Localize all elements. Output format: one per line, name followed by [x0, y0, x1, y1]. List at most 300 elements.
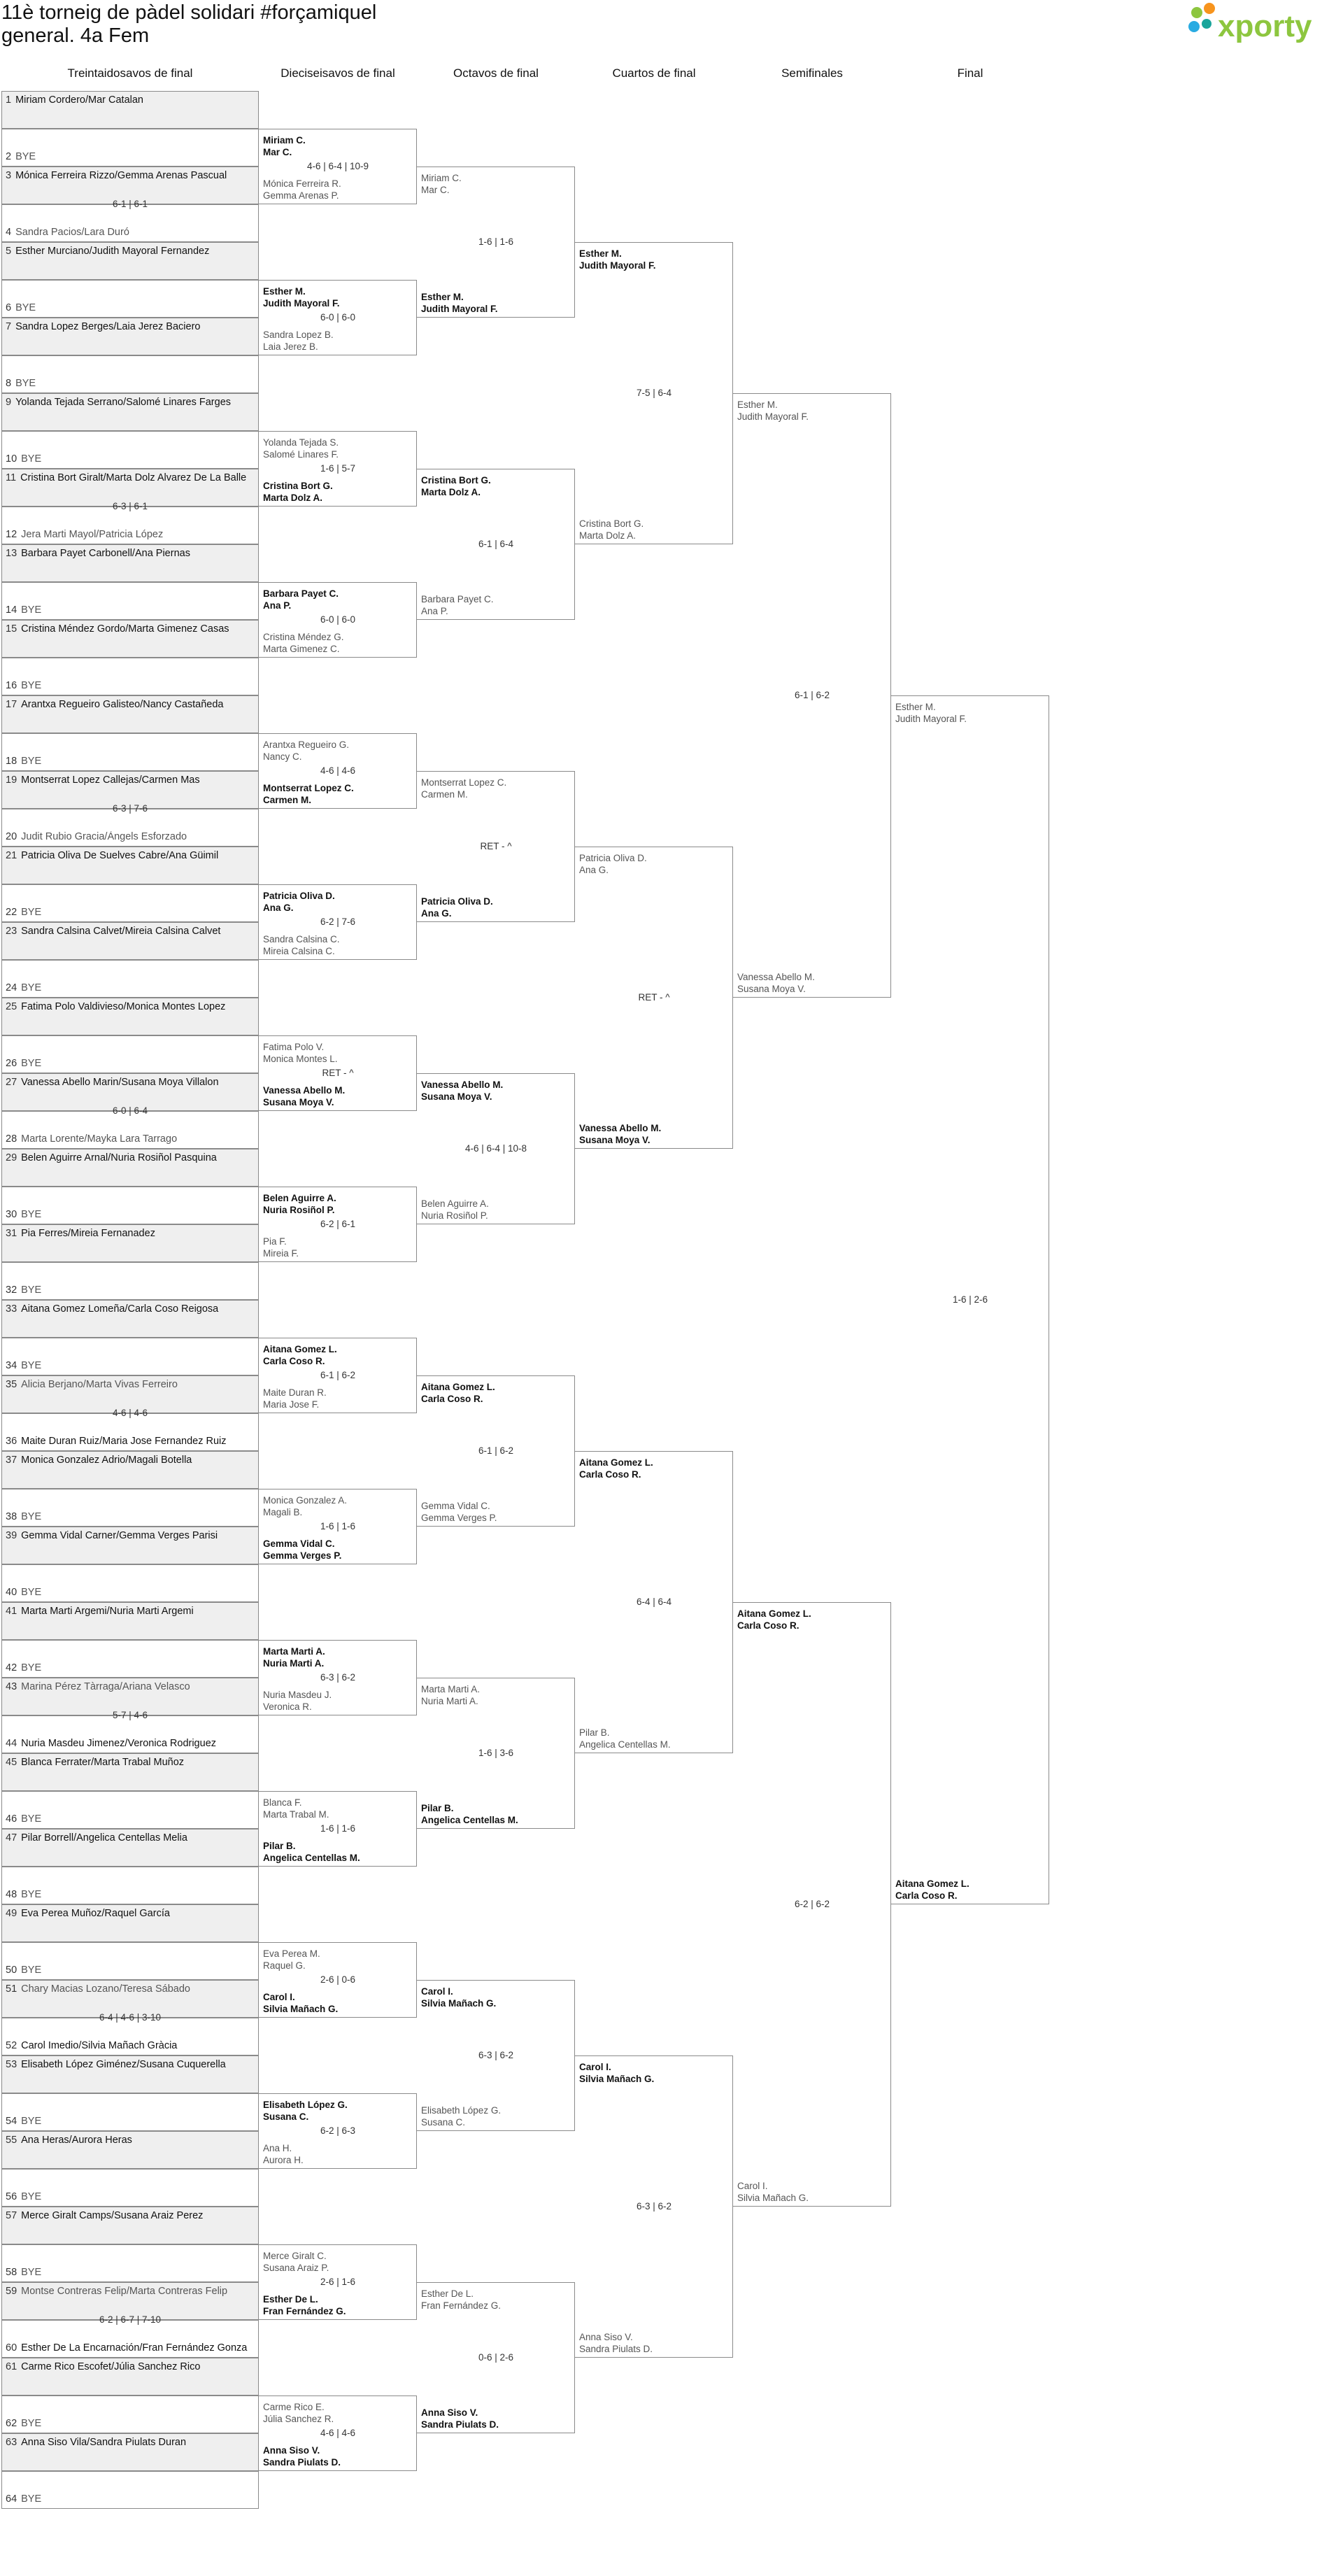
team-name — [6, 1360, 257, 1373]
team-label: Ana P. — [421, 606, 448, 616]
seed-number: 31 — [6, 1228, 17, 1239]
seed-number: 57 — [6, 2210, 17, 2221]
match-score: 6-3 | 7-6 — [112, 803, 148, 814]
team-label: Esther M. — [263, 286, 306, 297]
team-label: Cristina Méndez G. — [263, 632, 344, 642]
team-label: Mar C. — [421, 185, 450, 195]
seed-number: 58 — [6, 2267, 17, 2278]
match-score: 1-6 | 2-6 — [952, 1294, 988, 1305]
team-label: Anna Siso V. — [579, 2332, 633, 2342]
team-name — [6, 170, 257, 183]
team-label: Patricia Oliva D. — [421, 896, 493, 907]
team-label: BYE — [21, 2191, 42, 2202]
match-score: 5-7 | 4-6 — [112, 1710, 148, 1720]
team-label: Sandra Piulats D. — [421, 2419, 499, 2430]
seed-number: 38 — [6, 1511, 17, 1522]
seed-number: 36 — [6, 1436, 17, 1447]
team-name — [6, 2361, 257, 2374]
team-label: Carol I. — [263, 1992, 295, 2002]
team-label: Susana Moya V. — [737, 984, 806, 994]
team-label: Nuria Marti A. — [263, 1658, 325, 1669]
team-label: Pia F. — [263, 1236, 287, 1247]
team-label: Gemma Verges P. — [421, 1513, 497, 1523]
team-label: Cristina Bort G. — [421, 475, 491, 486]
seed-number: 42 — [6, 1662, 17, 1673]
team-label: Silvia Mañach G. — [263, 2004, 339, 2014]
team-label: BYE — [21, 1587, 42, 1598]
team-label: Anna Siso V. — [263, 2445, 320, 2456]
team-label: BYE — [21, 756, 42, 767]
team-label: Esther De La Encarnación/Fran Fernández Gonza — [21, 2342, 248, 2354]
team-label: Yolanda Tejada Serrano/Salomé Linares Farges — [15, 397, 232, 408]
round-header: Dieciseisavos de final — [280, 66, 395, 80]
seed-number: 39 — [6, 1530, 17, 1541]
match-score: 1-6 | 5-7 — [320, 463, 356, 474]
team-label: Gemma Verges P. — [263, 1550, 342, 1561]
team-name — [6, 378, 257, 390]
team-name — [6, 1436, 257, 1448]
team-label: Belen Aguirre Arnal/Nuria Rosiñol Pasquina — [21, 1152, 217, 1163]
seed-number: 37 — [6, 1455, 17, 1466]
match-score: 0-6 | 2-6 — [478, 2352, 514, 2363]
team-label: BYE — [15, 302, 36, 313]
team-label: Aitana Gomez L. — [579, 1457, 653, 1468]
match-score: 6-2 | 6-7 | 7-10 — [99, 2314, 162, 2325]
team-label: Angelica Centellas M. — [579, 1739, 671, 1750]
team-label: Merce Giralt C. — [263, 2251, 327, 2261]
team-label: Esther De L. — [421, 2288, 474, 2299]
team-name — [6, 1662, 257, 1675]
team-label: Aitana Gomez L. — [737, 1608, 811, 1619]
team-label: Marina Pérez Tàrraga/Ariana Velasco — [21, 1681, 190, 1692]
team-label: Susana C. — [421, 2117, 466, 2128]
team-name — [6, 1832, 257, 1845]
seed-number: 25 — [6, 1001, 17, 1012]
team-name — [6, 1530, 257, 1543]
team-label: Gemma Vidal C. — [421, 1501, 490, 1511]
match-score: 6-0 | 6-0 — [320, 312, 356, 323]
team-label: Veronica R. — [263, 1701, 312, 1712]
team-label: Salomé Linares F. — [263, 449, 339, 460]
team-label: Nuria Rosiñol P. — [263, 1205, 335, 1215]
team-label: Patricia Oliva De Suelves Cabre/Ana Güimil — [21, 850, 219, 861]
team-label: Aitana Gomez L. — [895, 1878, 969, 1889]
team-label: Sandra Lopez Berges/Laia Jerez Baciero — [15, 321, 201, 332]
team-label: Elisabeth López Giménez/Susana Cuquerella — [21, 2059, 226, 2070]
team-label: BYE — [21, 604, 42, 616]
team-name — [6, 1077, 257, 1089]
match-score: 7-5 | 6-4 — [636, 388, 672, 398]
team-label: Silvia Mañach G. — [421, 1998, 497, 2009]
team-label: Aitana Gomez L. — [263, 1344, 337, 1354]
match-score: 6-2 | 7-6 — [320, 917, 356, 927]
team-name — [6, 1738, 257, 1750]
match-score: 6-1 | 6-1 — [112, 199, 148, 209]
team-label: Carla Coso R. — [579, 1469, 641, 1480]
team-label: Barbara Payet Carbonell/Ana Piernas — [21, 548, 190, 559]
seed-number: 20 — [6, 831, 17, 842]
team-label: Pilar Borrell/Angelica Centellas Melia — [21, 1832, 187, 1843]
seed-number: 61 — [6, 2361, 17, 2372]
seed-number: 26 — [6, 1058, 17, 1069]
team-name — [6, 831, 257, 844]
match-score: 6-3 | 6-2 — [636, 2201, 672, 2211]
team-label: Judith Mayoral F. — [421, 304, 498, 314]
team-label: Mónica Ferreira R. — [263, 178, 341, 189]
team-name — [6, 2135, 257, 2147]
team-label: Aitana Gomez L. — [421, 1382, 495, 1392]
team-label: Barbara Payet C. — [421, 594, 494, 604]
team-label: Angelica Centellas M. — [421, 1815, 518, 1825]
team-label: Marta Trabal M. — [263, 1809, 329, 1820]
team-label: Montse Contreras Felip/Marta Contreras Felip — [21, 2286, 228, 2297]
team-label: Monica Montes L. — [263, 1054, 338, 1064]
team-name — [6, 680, 257, 693]
team-label: Jera Marti Mayol/Patricia López — [21, 529, 164, 540]
match-score: 6-3 | 6-1 — [112, 501, 148, 511]
match-score: 6-2 | 6-1 — [320, 1219, 356, 1229]
match-score: 6-1 | 6-4 — [478, 539, 514, 549]
team-label: Silvia Mañach G. — [737, 2193, 809, 2203]
team-label: Cristina Bort Giralt/Marta Dolz Alvarez De La Balle — [20, 472, 247, 483]
match-score: 1-6 | 3-6 — [478, 1748, 514, 1758]
seed-number: 10 — [6, 453, 17, 465]
team-label: Eva Perea Muñoz/Raquel García — [21, 1908, 170, 1919]
match-score: 1-6 | 1-6 — [320, 1823, 356, 1834]
match-score: 4-6 | 6-4 | 10-8 — [464, 1143, 527, 1154]
seed-number: 43 — [6, 1681, 17, 1692]
team-label: Marta Dolz A. — [263, 493, 323, 503]
team-label: Sandra Pacios/Lara Duró — [15, 227, 129, 238]
team-name — [6, 151, 257, 164]
seed-number: 55 — [6, 2135, 17, 2146]
team-name — [6, 1511, 257, 1524]
team-label: BYE — [21, 2418, 42, 2429]
seed-number: 6 — [6, 302, 12, 313]
seed-number: 1 — [6, 94, 12, 106]
team-label: Miriam C. — [263, 135, 306, 146]
team-label: Esther Murciano/Judith Mayoral Fernandez — [15, 246, 210, 257]
team-label: Ana G. — [263, 903, 294, 913]
team-label: Carme Rico E. — [263, 2402, 325, 2412]
team-label: Blanca F. — [263, 1797, 302, 1808]
seed-number: 21 — [6, 850, 17, 861]
team-label: Nuria Rosiñol P. — [421, 1210, 488, 1221]
team-label: Esther M. — [895, 702, 936, 712]
team-label: Carme Rico Escofet/Júlia Sanchez Rico — [21, 2361, 201, 2372]
team-label: Nuria Masdeu Jimenez/Veronica Rodriguez — [21, 1738, 217, 1749]
team-label: Fatima Polo Valdivieso/Monica Montes Lopez — [21, 1001, 226, 1012]
team-label: Carol Imedio/Silvia Mañach Gràcia — [21, 2040, 178, 2051]
team-label: Ana Heras/Aurora Heras — [21, 2135, 132, 2146]
team-label: Carla Coso R. — [737, 1620, 800, 1631]
team-label: Susana Moya V. — [579, 1135, 651, 1145]
team-label: BYE — [21, 1813, 42, 1825]
seed-number: 27 — [6, 1077, 17, 1088]
team-name — [6, 1889, 257, 1902]
title-line-2: general. 4a Fem — [1, 24, 150, 47]
match-score: 2-6 | 1-6 — [320, 2277, 356, 2287]
match-score: RET - ^ — [322, 1068, 354, 1078]
team-name — [6, 472, 257, 485]
match-score: 1-6 | 1-6 — [478, 236, 514, 247]
team-name — [6, 2342, 257, 2355]
round-header: Octavos de final — [453, 66, 539, 80]
team-label: Arantxa Regueiro G. — [263, 739, 350, 750]
team-label: Cristina Méndez Gordo/Marta Gimenez Casas — [21, 623, 229, 635]
team-label: Mireia F. — [263, 1248, 299, 1259]
team-label: Maite Duran Ruiz/Maria Jose Fernandez Ruiz — [21, 1436, 227, 1447]
team-label: Silvia Mañach G. — [579, 2074, 655, 2084]
team-label: Montserrat Lopez Callejas/Carmen Mas — [21, 774, 200, 786]
team-label: Carmen M. — [421, 789, 468, 800]
team-label: Sandra Piulats D. — [263, 2457, 341, 2468]
team-label: BYE — [21, 1058, 42, 1069]
team-label: Marta Marti A. — [421, 1684, 481, 1694]
team-name — [6, 604, 257, 617]
team-label: Mireia Calsina C. — [263, 946, 335, 956]
team-name — [6, 850, 257, 863]
match-score: 6-2 | 6-2 — [794, 1899, 830, 1909]
seed-number: 22 — [6, 907, 17, 918]
team-label: Judith Mayoral F. — [263, 298, 340, 309]
team-label: Arantxa Regueiro Galisteo/Nancy Castañeda — [21, 699, 224, 710]
team-label: BYE — [21, 680, 42, 691]
team-name — [6, 246, 257, 258]
team-label: Judith Mayoral F. — [895, 714, 967, 724]
team-label: Sandra Calsina Calvet/Mireia Calsina Calvet — [21, 926, 221, 937]
team-label: Esther De L. — [263, 2294, 318, 2305]
team-label: Vanessa Abello M. — [737, 972, 815, 982]
seed-number: 35 — [6, 1379, 17, 1390]
team-name — [6, 453, 257, 466]
seed-number: 24 — [6, 982, 17, 993]
team-label: Esther M. — [421, 292, 464, 302]
seed-number: 47 — [6, 1832, 17, 1843]
team-label: Susana Moya V. — [263, 1097, 334, 1107]
match-score: 6-1 | 6-2 — [794, 690, 830, 700]
seed-number: 17 — [6, 699, 17, 710]
team-name — [6, 1058, 257, 1070]
seed-number: 15 — [6, 623, 17, 635]
match-score: 1-6 | 1-6 — [320, 1521, 356, 1531]
team-name — [6, 907, 257, 919]
team-name — [6, 2267, 257, 2279]
team-label: BYE — [15, 151, 36, 162]
team-label: Carla Coso R. — [895, 1890, 958, 1901]
seed-number: 11 — [6, 472, 17, 483]
title-line-1: 11è torneig de pàdel solidari #forçamiquel — [1, 1, 377, 24]
team-label: BYE — [21, 1360, 42, 1371]
team-label: Montserrat Lopez C. — [263, 783, 354, 793]
team-label: Patricia Oliva D. — [579, 853, 647, 863]
match-score: 6-0 | 6-4 — [112, 1105, 148, 1116]
seed-number: 12 — [6, 529, 17, 540]
seed-number: 44 — [6, 1738, 17, 1749]
team-label: Pia Ferres/Mireia Fernanadez — [21, 1228, 155, 1239]
team-label: Nuria Masdeu J. — [263, 1690, 332, 1700]
team-name — [6, 2116, 257, 2128]
team-name — [6, 1681, 257, 1694]
team-name — [6, 699, 257, 712]
team-label: Elisabeth López G. — [421, 2105, 502, 2116]
team-label: Pilar B. — [579, 1727, 610, 1738]
team-name — [6, 227, 257, 239]
team-label: BYE — [21, 2493, 42, 2505]
seed-number: 7 — [6, 321, 12, 332]
team-name — [6, 1455, 257, 1467]
team-label: Mar C. — [263, 147, 292, 157]
team-label: Ana G. — [579, 865, 609, 875]
seed-number: 28 — [6, 1133, 17, 1145]
team-label: Raquel G. — [263, 1960, 306, 1971]
team-label: Pilar B. — [263, 1841, 296, 1851]
team-name — [6, 548, 257, 560]
match-score: 4-6 | 4-6 — [320, 2428, 356, 2438]
team-label: Marta Marti A. — [263, 1646, 325, 1657]
seed-number: 53 — [6, 2059, 17, 2070]
team-name — [6, 1587, 257, 1599]
team-name — [6, 2059, 257, 2072]
match-score: 6-3 | 6-2 — [320, 1672, 356, 1683]
team-name — [6, 2286, 257, 2298]
team-label: Eva Perea M. — [263, 1948, 320, 1959]
match-score: 6-0 | 6-0 — [320, 614, 356, 625]
team-name — [6, 1285, 257, 1297]
team-label: Esther M. — [579, 248, 622, 259]
seed-number: 62 — [6, 2418, 17, 2429]
team-label: Nancy C. — [263, 751, 302, 762]
match-score: RET - ^ — [480, 841, 512, 851]
team-label: BYE — [21, 982, 42, 993]
seed-number: 46 — [6, 1813, 17, 1825]
match-score: 6-4 | 6-4 — [636, 1597, 672, 1607]
team-label: Vanessa Abello M. — [421, 1080, 504, 1090]
team-label: Montserrat Lopez C. — [421, 777, 507, 788]
team-label: Chary Macias Lozano/Teresa Sábado — [21, 1983, 190, 1995]
team-label: Ana P. — [263, 600, 292, 611]
seed-number: 2 — [6, 151, 12, 162]
team-label: Ana G. — [421, 908, 452, 919]
seed-number: 54 — [6, 2116, 17, 2127]
team-label: Anna Siso V. — [421, 2407, 478, 2418]
team-name — [6, 1133, 257, 1146]
seed-number: 50 — [6, 1965, 17, 1976]
seed-number: 41 — [6, 1606, 17, 1617]
seed-number: 14 — [6, 604, 17, 616]
team-label: Vanessa Abello Marin/Susana Moya Villalon — [21, 1077, 219, 1088]
team-label: Susana Moya V. — [421, 1091, 492, 1102]
team-label: Aurora H. — [263, 2155, 304, 2165]
team-name — [6, 1983, 257, 1996]
team-label: Monica Gonzalez A. — [263, 1495, 348, 1506]
team-label: Júlia Sanchez R. — [263, 2414, 334, 2424]
match-score: 6-4 | 4-6 | 3-10 — [99, 2012, 162, 2023]
team-label: Esther M. — [737, 399, 778, 410]
team-label: Sandra Piulats D. — [579, 2344, 653, 2354]
team-label: Anna Siso Vila/Sandra Piulats Duran — [21, 2437, 187, 2448]
team-label: Marta Lorente/Mayka Lara Tarrago — [21, 1133, 178, 1145]
seed-number: 60 — [6, 2342, 17, 2354]
team-name — [6, 1606, 257, 1618]
team-label: Fran Fernández G. — [263, 2306, 346, 2316]
team-label: Cristina Bort G. — [579, 518, 644, 529]
team-label: Carol I. — [421, 1986, 453, 1997]
team-label: Marta Dolz A. — [421, 487, 481, 497]
match-score: 2-6 | 0-6 — [320, 1974, 356, 1985]
team-name — [6, 321, 257, 334]
team-name — [6, 1379, 257, 1392]
team-label: BYE — [21, 1285, 42, 1296]
match-score: 6-2 | 6-3 — [320, 2125, 356, 2136]
team-label: Angelica Centellas M. — [263, 1853, 360, 1863]
round-header: Cuartos de final — [612, 66, 696, 80]
seed-number: 56 — [6, 2191, 17, 2202]
team-name — [6, 1152, 257, 1165]
seed-number: 52 — [6, 2040, 17, 2051]
team-label: Merce Giralt Camps/Susana Araiz Perez — [21, 2210, 204, 2221]
team-label: BYE — [21, 1209, 42, 1220]
team-label: Susana Araiz P. — [263, 2263, 329, 2273]
team-label: Barbara Payet C. — [263, 588, 339, 599]
match-score: 4-6 | 4-6 — [112, 1408, 148, 1418]
seed-number: 63 — [6, 2437, 17, 2448]
team-label: Fatima Polo V. — [263, 1042, 325, 1052]
seed-number: 30 — [6, 1209, 17, 1220]
seed-number: 49 — [6, 1908, 17, 1919]
seed-number: 8 — [6, 378, 12, 389]
team-name — [6, 774, 257, 787]
team-label: Judit Rubio Gracia/Àngels Esforzado — [21, 831, 187, 842]
team-name — [6, 1813, 257, 1826]
seed-number: 18 — [6, 756, 17, 767]
team-label: Gemma Arenas P. — [263, 190, 339, 201]
seed-number: 32 — [6, 1285, 17, 1296]
team-label: Patricia Oliva D. — [263, 891, 335, 901]
seed-number: 48 — [6, 1889, 17, 1900]
team-name — [6, 1303, 257, 1316]
team-label: Marta Dolz A. — [579, 530, 637, 541]
team-name — [6, 2210, 257, 2223]
match-score: 4-6 | 4-6 — [320, 765, 356, 776]
logo-text: xporty — [1218, 9, 1312, 43]
team-label: Carol I. — [579, 2062, 611, 2072]
seed-number: 33 — [6, 1303, 17, 1315]
team-name — [6, 2493, 257, 2506]
team-name — [6, 2437, 257, 2449]
team-label: Carol I. — [737, 2181, 768, 2191]
team-label: Carla Coso R. — [421, 1394, 483, 1404]
team-label: Mónica Ferreira Rizzo/Gemma Arenas Pascual — [15, 170, 227, 181]
round-header: Treintaidosavos de final — [67, 66, 193, 80]
team-label: BYE — [21, 1889, 42, 1900]
team-label: Miriam C. — [421, 173, 462, 183]
team-label: BYE — [21, 1511, 42, 1522]
round-header: Semifinales — [781, 66, 843, 80]
seed-number: 16 — [6, 680, 17, 691]
team-label: Marta Marti Argemi/Nuria Marti Argemi — [21, 1606, 194, 1617]
seed-number: 64 — [6, 2493, 17, 2505]
match-score: 6-1 | 6-2 — [478, 1445, 514, 1456]
team-label: Maite Duran R. — [263, 1387, 327, 1398]
match-score: 6-3 | 6-2 — [478, 2050, 514, 2060]
team-name — [6, 926, 257, 938]
team-name — [6, 1757, 257, 1769]
seed-number: 4 — [6, 227, 12, 238]
team-name — [6, 1209, 257, 1222]
team-name — [6, 302, 257, 315]
team-label: BYE — [21, 1965, 42, 1976]
